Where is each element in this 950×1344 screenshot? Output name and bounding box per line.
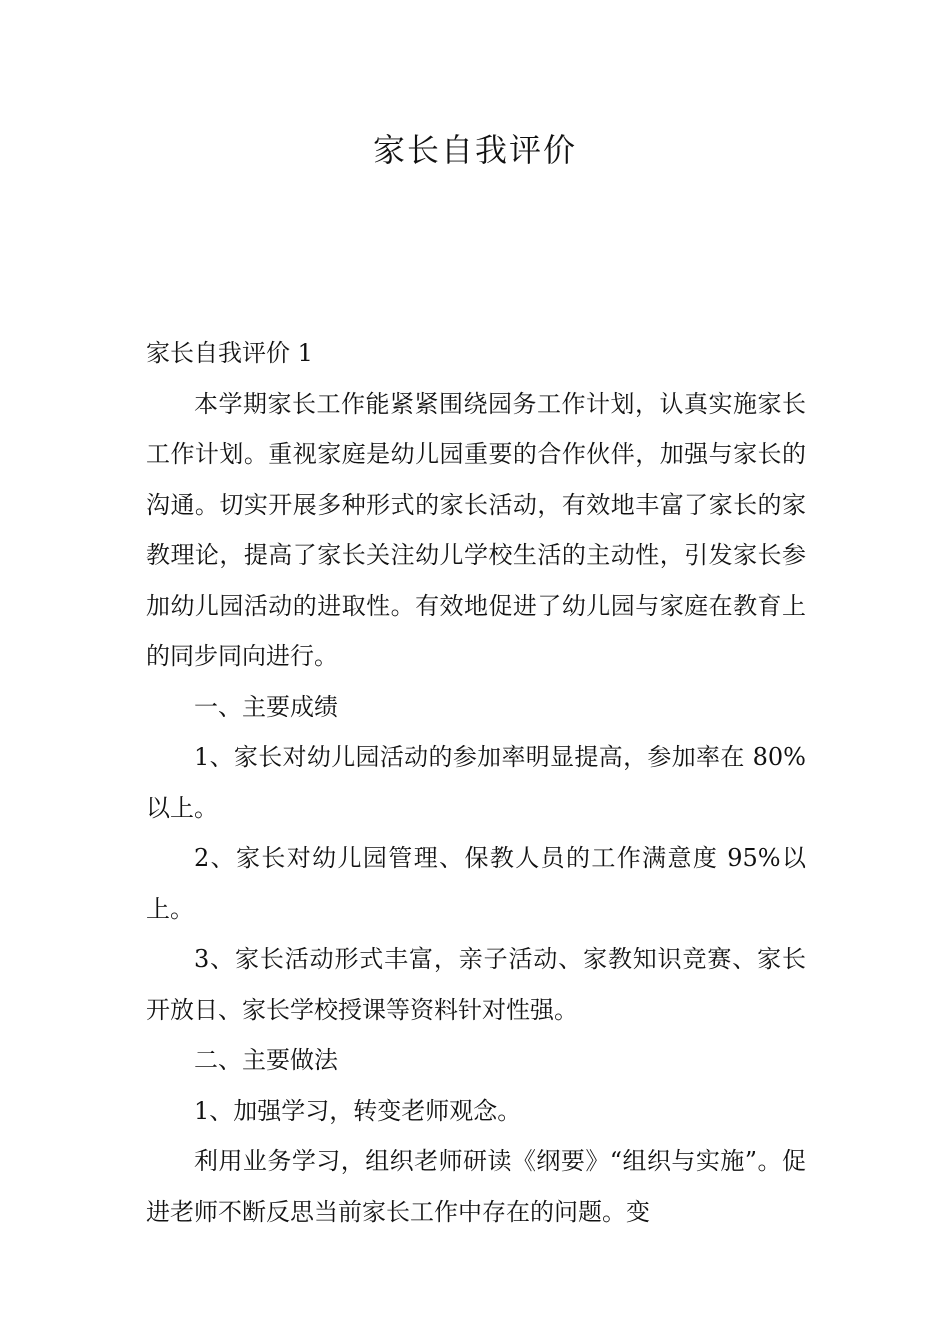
heading-main-achievements: 一、主要成绩 (194, 692, 338, 721)
document-title: 家长自我评价 (372, 131, 577, 169)
method-paragraph: 利用业务学习，组织老师研读《纲要》“组织与实施”。促进老师不断反思当前家长工作中存在的问题。变 (146, 1147, 806, 1226)
achievement-item-3: 3、家长活动形式丰富，亲子活动、家教知识竞赛、家长开放日、家长学校授课等资料针对性强。 (146, 945, 806, 1024)
heading-main-methods: 二、主要做法 (194, 1046, 338, 1074)
intro-paragraph: 本学期家长工作能紧紧围绕园务工作计划，认真实施家长工作计划。重视家庭是幼儿园重要的合作伙伴，加强与家长的沟通。切实开展多种形式的家长活动，有效地丰富了家长的家教理论，提高了家长关注幼儿学校生活的主动性，引发家长参加幼儿园活动的进取性。有效地促进了幼儿园与家庭在教育上的同步同向进行。 (146, 389, 806, 670)
achievement-item-1: 1、家长对幼儿园活动的参加率明显提高，参加率在 80%以上。 (146, 743, 806, 822)
achievement-item-2: 2、家长对幼儿园管理、保教人员的工作满意度 95%以上。 (146, 844, 806, 923)
section-heading: 家长自我评价 1 (146, 339, 313, 367)
document-body (146, 328, 806, 1237)
method-item-1: 1、加强学习，转变老师观念。 (194, 1096, 522, 1125)
